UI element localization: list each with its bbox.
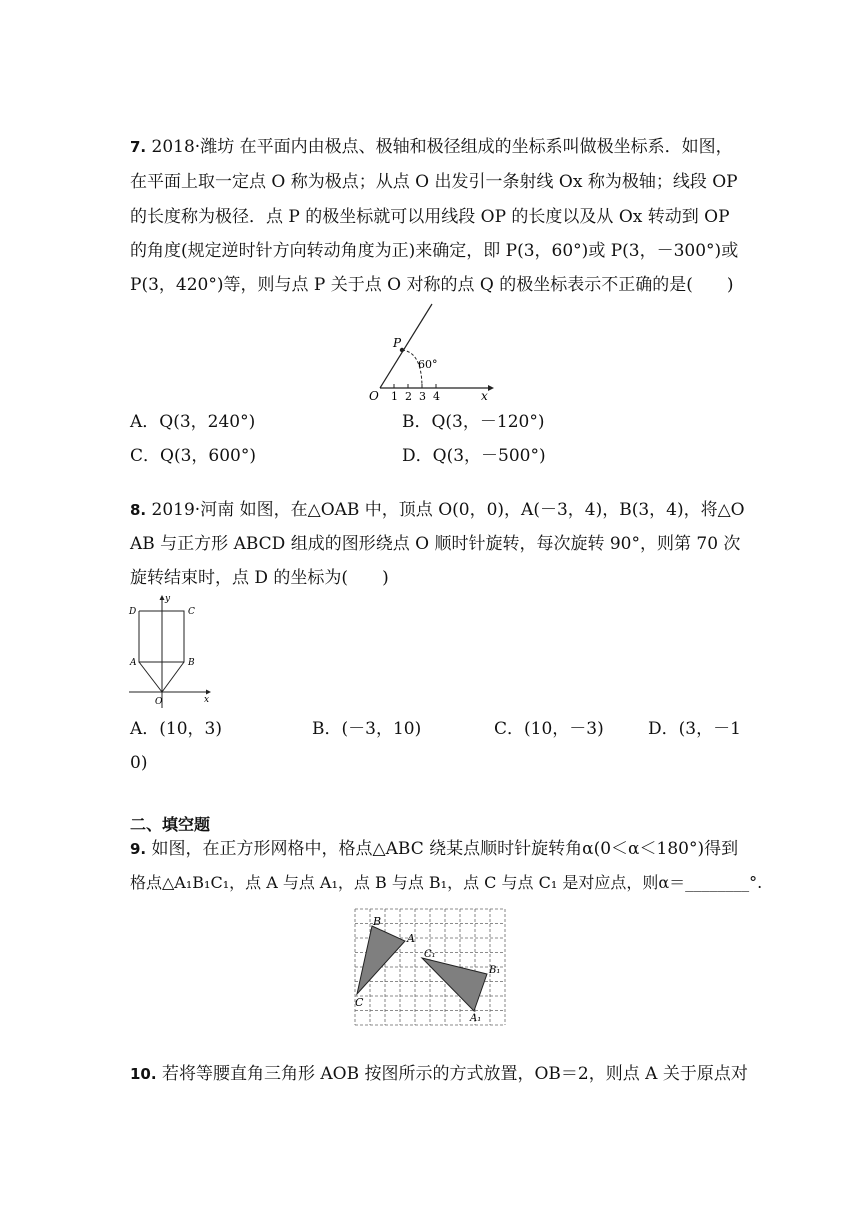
q8-fig-label-o: O (155, 697, 163, 707)
q7-line-3: 的长度称为极径．点 P 的极坐标就可以用线段 OP 的长度以及从 Ox 转动到 OP (130, 207, 730, 227)
q7-fig-tick-2: 2 (405, 390, 412, 402)
q7-line-1 (130, 136, 750, 158)
q7-number: 7. (130, 138, 147, 156)
q7-polar-figure (360, 300, 500, 402)
q10-number: 10. (130, 1065, 157, 1083)
q8-line-3: 旋转结束时，点 D 的坐标为( ) (130, 568, 389, 588)
q9-fig-label-a: A (407, 932, 415, 945)
q7-option-c: C．Q(3，600°) (130, 446, 256, 466)
q8-number: 8. (130, 501, 147, 519)
q8-fig-label-b: B (188, 658, 195, 668)
q8-rotation-figure (124, 592, 214, 710)
q8-fig-label-c: C (188, 607, 195, 617)
q7-fig-angle: 60° (418, 358, 438, 371)
q7-option-d: D．Q(3，－500°) (402, 446, 546, 466)
q8-line-1 (130, 499, 750, 521)
q8-option-a: A．(10，3) (130, 719, 222, 739)
q7-fig-tick-1: 1 (391, 390, 398, 402)
q9-fig-label-b1: B₁ (489, 965, 501, 976)
q7-fig-tick-4: 4 (433, 390, 440, 402)
q8-fig-axis-x: x (204, 695, 210, 705)
q7-option-a: A．Q(3，240°) (130, 412, 256, 432)
q7-line-5: P(3，420°)等，则与点 P 关于点 O 对称的点 Q 的极坐标表示不正确的是( ) (130, 275, 734, 295)
q8-fig-label-a: A (130, 658, 137, 668)
q8-line-2: AB 与正方形 ABCD 组成的图形绕点 O 顺时针旋转，每次旋转 90°，则第 70 次 (130, 534, 741, 554)
q9-fig-label-b: B (373, 915, 382, 928)
q8-option-c: C．(10，－3) (494, 719, 604, 739)
q7-fig-point-p: P (393, 336, 402, 350)
q8-option-d-wrap: 0) (130, 753, 148, 773)
q9-text-1: 如图，在正方形网格中，格点△ABC 绕某点顺时针旋转角α(0＜α＜180°)得到 (151, 839, 739, 859)
q7-line-4: 的角度(规定逆时针方向转动角度为正)来确定，即 P(3，60°)或 P(3，－300°)或 (130, 241, 739, 261)
q7-text-1: 2018·潍坊 在平面内由极点、极轴和极径组成的坐标系叫做极坐标系．如图， (151, 137, 733, 157)
section-title: 二、填空题 (130, 815, 211, 834)
q9-grid-figure (352, 906, 508, 1028)
q8-option-b: B．(－3，10) (312, 719, 422, 739)
q7-option-b: B．Q(3，－120°) (402, 412, 545, 432)
q8-fig-label-d: D (129, 607, 137, 617)
q9-line-1 (130, 838, 750, 860)
q7-fig-origin: O (369, 389, 379, 402)
q8-text-1: 2019·河南 如图，在△OAB 中，顶点 O(0，0)，A(－3，4)，B(3，4)，将△O (151, 500, 745, 520)
q10-line-1 (130, 1063, 750, 1085)
q8-fig-axis-y: y (165, 594, 171, 604)
q8-option-d: D．(3，－1 (648, 719, 741, 739)
q9-fig-label-a1: A₁ (470, 1013, 482, 1024)
q9-number: 9. (130, 840, 147, 858)
q9-fig-label-c: C (355, 996, 364, 1009)
q7-line-2: 在平面上取一定点 O 称为极点；从点 O 出发引一条射线 Ox 称为极轴；线段 OP (130, 172, 738, 192)
q7-fig-axis-x: x (481, 389, 488, 402)
q7-fig-tick-3: 3 (419, 390, 426, 402)
q10-text-1: 若将等腰直角三角形 AOB 按图所示的方式放置，OB＝2，则点 A 关于原点对 (161, 1064, 748, 1084)
q9-fig-label-c1: C₁ (424, 949, 436, 960)
q9-line-2: 格点△A₁B₁C₁，点 A 与点 A₁，点 B 与点 B₁，点 C 与点 C₁ 是对应点，则α＝________°. (130, 873, 763, 892)
